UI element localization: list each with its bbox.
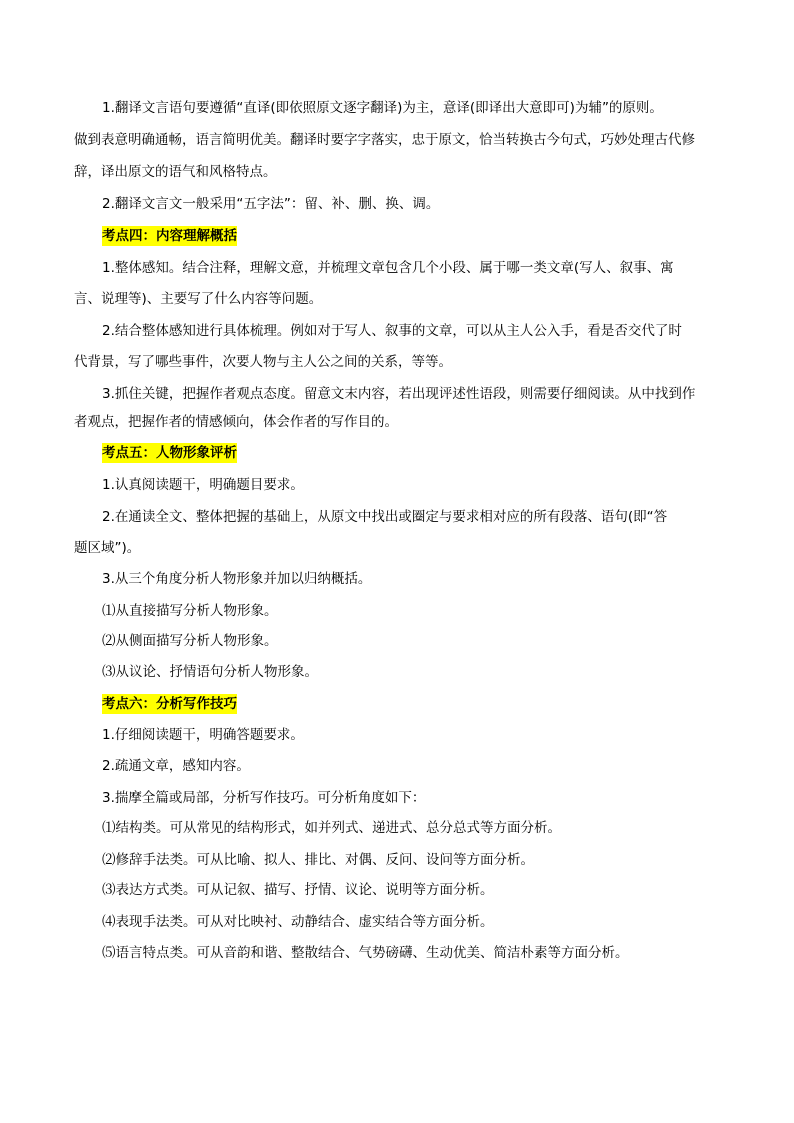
section5-para3: 3.从三个角度分析人物形象并加以归纳概括。: [102, 571, 372, 587]
section4-para2-line2: 代背景，写了哪些事件，次要人物与主人公之间的关系，等等。: [74, 354, 452, 370]
translation-para1-line3: 辞，译出原文的语气和风格特点。: [74, 164, 277, 180]
section4-para3-line2: 者观点，把握作者的情感倾向，体会作者的写作目的。: [74, 414, 398, 430]
section5-sub2: ⑵从侧面描写分析人物形象。: [102, 633, 278, 649]
section5-para2-line2: 题区域”)。: [74, 540, 141, 556]
section6-para3: 3.揣摩全篇或局部，分析写作技巧。可分析角度如下：: [102, 790, 426, 806]
section6-para1: 1.仔细阅读题干，明确答题要求。: [102, 727, 304, 743]
section6-heading: 考点六：分析写作技巧: [102, 696, 237, 712]
section4-para1-line2: 言、说理等)、主要写了什么内容等问题。: [74, 291, 323, 307]
section6-sub3: ⑶表达方式类。可从记叙、描写、抒情、议论、说明等方面分析。: [102, 882, 494, 898]
section5-sub1: ⑴从直接描写分析人物形象。: [102, 603, 278, 619]
section5-para1: 1.认真阅读题干，明确题目要求。: [102, 477, 304, 493]
translation-para1-line1: 1.翻译文言语句要遵循“直译(即依照原文逐字翻译)为主，意译(即译出大意即可)为辅”的原则。: [102, 100, 663, 116]
section5-sub3: ⑶从议论、抒情语句分析人物形象。: [102, 664, 318, 680]
section4-para1-line1: 1.整体感知。结合注释，理解文意，并梳理文章包含几个小段、属于哪一类文章(写人、叙事、寓: [102, 260, 674, 276]
section6-sub5: ⑸语言特点类。可从音韵和谐、整散结合、气势磅礴、生动优美、简洁朴素等方面分析。: [102, 945, 629, 961]
section6-para2: 2.疏通文章，感知内容。: [102, 758, 250, 774]
section5-heading: 考点五：人物形象评析: [102, 445, 237, 461]
section4-para2-line1: 2.结合整体感知进行具体梳理。例如对于写人、叙事的文章，可以从主人公入手，看是否交代了时: [102, 323, 682, 339]
section6-sub1: ⑴结构类。可从常见的结构形式，如并列式、递进式、总分总式等方面分析。: [102, 820, 561, 836]
translation-para1-line2: 做到表意明确通畅，语言简明优美。翻译时要字字落实，忠于原文，恰当转换古今句式，巧妙处理古代修: [74, 132, 695, 148]
section5-para2-line1: 2.在通读全文、整体把握的基础上，从原文中找出或圈定与要求相对应的所有段落、语句(即“答: [102, 509, 668, 525]
section4-heading: 考点四：内容理解概括: [102, 228, 237, 244]
section6-sub2: ⑵修辞手法类。可从比喻、拟人、排比、对偶、反问、设问等方面分析。: [102, 852, 534, 868]
section4-para3-line1: 3.抓住关键，把握作者观点态度。留意文末内容，若出现评述性语段，则需要仔细阅读。从中找到作: [102, 386, 696, 402]
section6-sub4: ⑷表现手法类。可从对比映衬、动静结合、虚实结合等方面分析。: [102, 914, 494, 930]
translation-para2: 2.翻译文言文一般采用“五字法”：留、补、删、换、调。: [102, 196, 440, 212]
